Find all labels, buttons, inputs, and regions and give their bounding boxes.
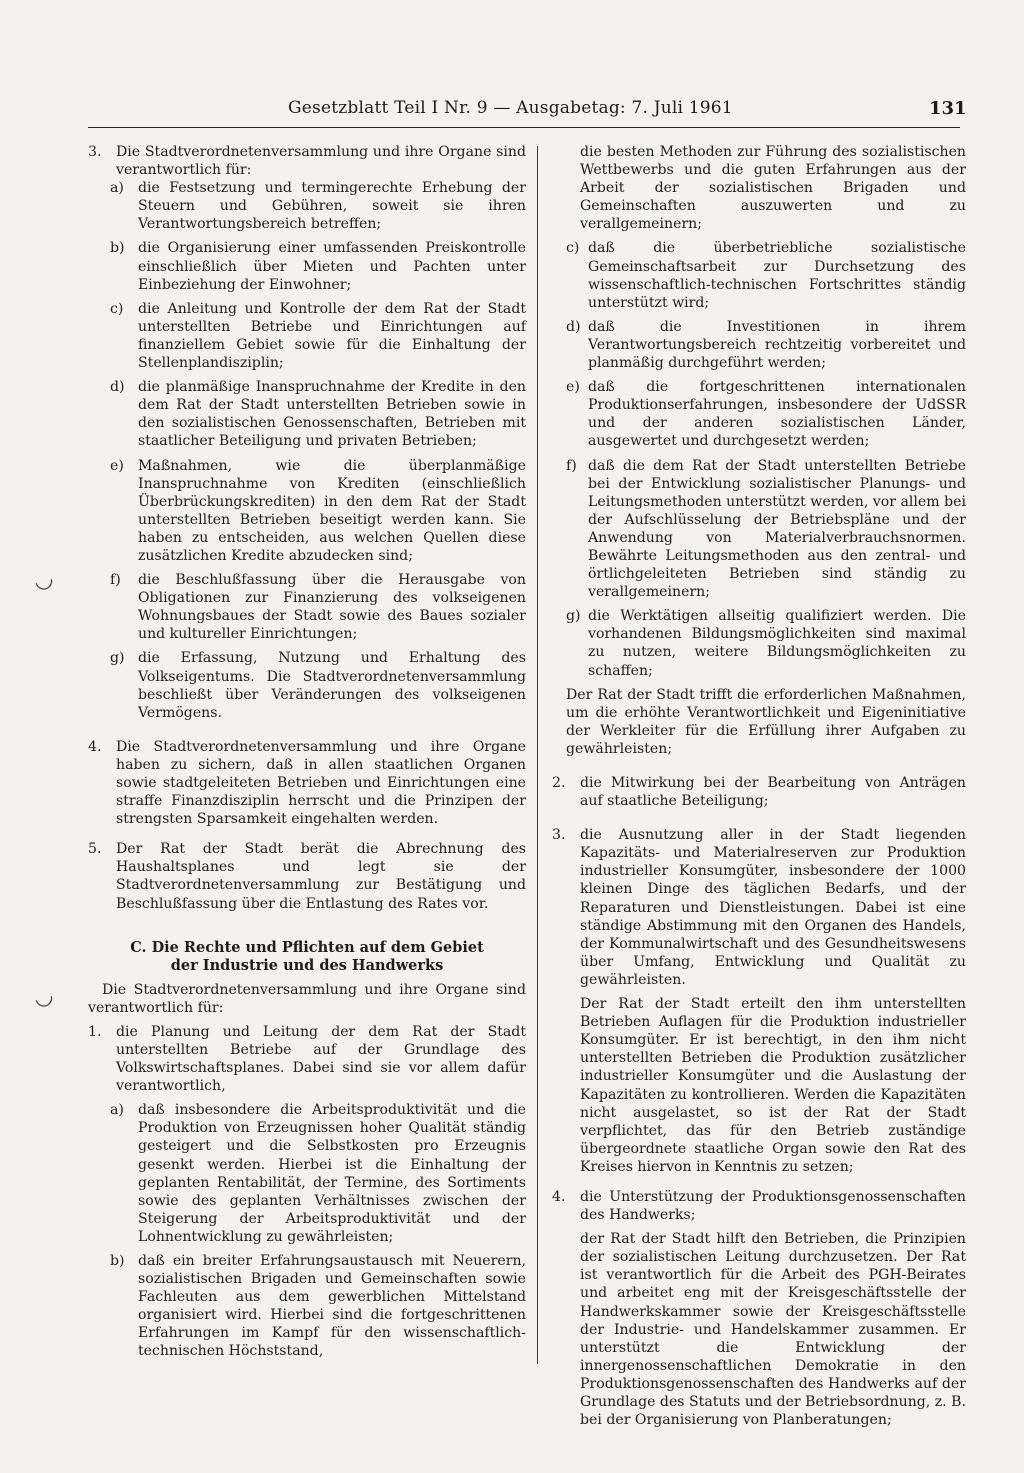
column-divider <box>537 146 538 1364</box>
item-text: die Planung und Leitung der dem Rat der Stadt unterstellten Betriebe auf der Grundlage des Volkswirtschaftsplanes. Dabei sind sie vor allem dafür verantwortlich, <box>116 1023 526 1095</box>
item-text: die Werktätigen allseitig qualifiziert werden. Die vorhandenen Bildungsmöglichkeiten sind maximal zu nutzen, weitere Bildungsmöglichkeiten zu schaffen; <box>588 608 966 679</box>
item-letter: a) <box>110 180 124 197</box>
header-title: Gesetzblatt Teil I Nr. 9 — Ausgabetag: 7. Juli 1961 <box>288 98 733 118</box>
item-number: 2. <box>552 775 566 791</box>
list-item <box>552 239 966 311</box>
paragraph-4 <box>88 738 526 828</box>
section-heading <box>88 939 526 975</box>
item-letter: f) <box>566 457 577 474</box>
list-item <box>88 378 526 450</box>
item-text: daß die dem Rat der Stadt unterstellten Betriebe bei der Entwicklung sozialistischer Planungs- und Leitungsmethoden unterstützt werden, vor allem bei der Aufschlüsselung der Betriebspläne und der Anwendung von Materialverbrauchsnormen. Bewährte Leitungsmethoden aus den zentral- und örtlichgeleiteten Betrieben sind ständig zu verallgemeinern; <box>588 457 966 601</box>
item-text: daß die Investitionen in ihrem Verantwortungsbereich rechtzeitig vorbereitet und planmäßig durchgeführt werden; <box>588 318 966 372</box>
item-text: die Anleitung und Kontrolle der dem Rat der Stadt unterstellten Betriebe und Einrichtungen auf finanziellem Gebiet sowie für die Einhaltung der Stellenplandisziplin; <box>138 300 526 372</box>
item-letter: d) <box>566 318 581 335</box>
paragraph-c1 <box>88 1023 526 1095</box>
list-item <box>88 649 526 721</box>
right-column <box>552 143 966 1429</box>
list-item <box>88 179 526 233</box>
page-header <box>0 96 1024 126</box>
paragraph-rat-1: Der Rat der Stadt trifft die erforderlichen Maßnahmen, um die erhöhte Verantwortlichkeit und Eigeninitiative der Werkleiter für die Erfüllung ihrer Aufgaben zu gewährleisten; <box>566 686 966 757</box>
paragraph-2 <box>552 774 966 810</box>
item-text: daß die fortgeschrittenen internationalen Produktionserfahrungen, insbesondere der UdSSR und der anderen sozialistischen Länder, ausgewertet und durchgesetzt werden; <box>588 379 966 450</box>
left-column <box>88 143 526 1361</box>
list-item <box>552 457 966 602</box>
list-item <box>88 457 526 566</box>
item-number: 5. <box>88 841 102 858</box>
item-text: Die Stadtverordnetenversammlung und ihre Organe haben zu sichern, daß in allen staatlichen Organen sowie stadtgeleiteten Betrieben und Einrichtungen eine straffe Finanzdisziplin herrscht und die Prinzipen der strengsten Sparsamkeit eingehalten werden. <box>116 738 526 828</box>
list-item <box>552 607 966 679</box>
list-item-continuation: die besten Methoden zur Führung des sozialistischen Wettbewerbs und die guten Erfahrungen aus der Arbeit der sozialistischen Brigaden und Gemeinschaften auszuwerten und zu verallgemeinern; <box>580 144 966 233</box>
item-text: daß ein breiter Erfahrungsaustausch mit Neuerern, sozialistischen Brigaden und Gemeinschaften sowie Fachleuten aus dem gewerblichen Mittelstand organisiert wird. Hierbei sind die fortgeschrittenen Erfahrungen im Kampf für den wissenschaftlich-technischen Höchststand, <box>138 1252 526 1360</box>
margin-mark-2: ◡ <box>31 982 57 1013</box>
list-item <box>552 318 966 372</box>
item-text: die Ausnutzung aller in der Stadt liegenden Kapazitäts- und Materialreserven zur Produktion industrieller Konsumgüter, insbesondere der 1000 kleinen Dinge des täglichen Bedarfs, und der Reparaturen und Dienstleistungen. Dabei ist eine ständige Abstimmung mit den Organen des Handels, der Kommunalwirtschaft und des Gesundheitswesens über Umfang, Entwicklung und Qualität zu gewährleisten. <box>580 827 966 988</box>
item-number: 4. <box>552 1188 566 1205</box>
item-text: Der Rat der Stadt berät die Abrechnung des Haushaltsplanes und legt sie der Stadtverordnetenversammlung zur Bestätigung und Beschlußfassung über die Entlastung des Rates vor. <box>116 841 526 912</box>
section-intro: Die Stadtverordnetenversammlung und ihre Organe sind verantwortlich für: <box>88 981 526 1016</box>
section-heading-line-2: der Industrie und des Handwerks <box>170 956 444 974</box>
item-text: die Mitwirkung bei der Bearbeitung von Anträgen auf staatliche Beteiligung; <box>580 775 966 810</box>
item-text: Maßnahmen, wie die überplanmäßige Inanspruchnahme von Krediten (einschließlich Überbrückungskrediten) in den dem Rat der Stadt unterstellten Betrieben beseitigt werden kann. Sie haben zu entscheiden, aus welchen Quellen diese zusätzlichen Kredite abzudecken sind; <box>138 457 526 564</box>
item-text: die Festsetzung und termingerechte Erhebung der Steuern und Gebühren, soweit sie ihren Verantwortungsbereich betreffen; <box>138 180 526 233</box>
paragraph-3-rat: Der Rat der Stadt erteilt den ihm unterstellten Betrieben Auflagen für die Produktion industrieller Konsumgüter. Er ist berechtigt, in den ihm nicht unterstellten Betrieben die Produktion zusätzlicher industrieller Konsumgüter und die Auslastung der Kapazitäten zu kontrollieren. Werden die Kapazitäten nicht ausgelastet, so ist der Rat der Stadt verpflichtet, das für den Betrieb zuständige übergeordnete staatliche Organ sowie den Rat des Kreises hiervon in Kenntnis zu setzen; <box>580 996 966 1175</box>
paragraph-4-right <box>552 1188 966 1224</box>
item-text: daß die überbetriebliche sozialistische Gemeinschaftsarbeit zur Durchsetzung des wissenschaftlich-technischen Fortschrittes ständig unterstützt wird; <box>588 240 966 311</box>
item-text: Die Stadtverordnetenversammlung und ihre Organe sind verantwortlich für: <box>116 144 526 179</box>
item-letter: e) <box>110 457 124 474</box>
item-letter: e) <box>566 379 580 396</box>
item-text: die Erfassung, Nutzung und Erhaltung des Volkseigentums. Die Stadtverordnetenversammlung beschließt über Veränderungen des volkseigenen Vermögens. <box>138 650 526 721</box>
paragraph-3 <box>88 143 526 179</box>
item-letter: d) <box>110 379 125 396</box>
list-item <box>88 1101 526 1246</box>
item-letter: a) <box>110 1102 124 1119</box>
item-text: die planmäßige Inanspruchnahme der Kredite in den dem Rat der Stadt unterstellten Betrieben sowie in den sozialistischen Genossenschaften, Betrieben mit staatlicher Beteiligung und privaten Betrieben; <box>138 379 526 450</box>
item-number: 1. <box>88 1023 102 1040</box>
paragraph-5 <box>88 840 526 912</box>
item-letter: g) <box>566 608 581 625</box>
paragraph-3-right <box>552 826 966 989</box>
item-letter: f) <box>110 572 121 589</box>
list-item <box>88 300 526 372</box>
item-letter: c) <box>110 300 124 317</box>
item-text: die Organisierung einer umfassenden Preiskontrolle einschließlich über Mieten und Pachten unter Einbeziehung der Einwohner; <box>138 240 526 293</box>
item-number: 3. <box>552 827 566 844</box>
item-letter: b) <box>110 240 125 257</box>
item-number: 4. <box>88 738 102 755</box>
list-item <box>88 571 526 643</box>
item-text: die Beschlußfassung über die Herausgabe von Obligationen zur Finanzierung des volkseigenen Wohnungsbaues der Stadt sowie des Baues sozialer und kultureller Einrichtungen; <box>138 572 526 643</box>
list-item <box>88 239 526 293</box>
paragraph-4-rat: der Rat der Stadt hilft den Betrieben, die Prinzipien der sozialistischen Leitung durchzusetzen. Der Rat ist verantwortlich für die Arbeit des PGH-Beirates und arbeitet eng mit der Kreisgeschäftsstelle der Handwerkskammer sowie der Kreisgeschäftsstelle der Industrie- und Handelskammer zusammen. Er unterstützt die Entwicklung der innergenossenschaftlichen Demokratie in den Produktionsgenossenschaften des Handwerks auf der Grundlage des Statuts und der Betriebsordnung, z. B. bei der Organisierung von Planberatungen; <box>580 1231 966 1429</box>
page-number: 131 <box>929 98 967 119</box>
item-letter: c) <box>566 240 580 257</box>
section-heading-line-1: C. Die Rechte und Pflichten auf dem Gebiet <box>130 938 484 956</box>
list-item <box>552 378 966 450</box>
list-item <box>88 1252 526 1361</box>
item-letter: g) <box>110 650 125 667</box>
item-number: 3. <box>88 144 102 160</box>
margin-mark-1: ◡ <box>31 565 57 596</box>
item-letter: b) <box>110 1252 125 1269</box>
header-rule <box>88 127 960 128</box>
item-text: daß insbesondere die Arbeitsproduktivität und die Produktion von Erzeugnissen hoher Qualität ständig gesteigert und die Selbstkosten pro Erzeugnis gesenkt werden. Hierbei ist die Einhaltung der geplanten Rentabilität, der Termine, des Sortiments sowie des geplanten Verhältnisses zwischen der Steigerung der Arbeitsproduktivität und der Lohnentwicklung zu gewährleisten; <box>138 1102 526 1245</box>
item-text: die Unterstützung der Produktionsgenossenschaften des Handwerks; <box>580 1188 966 1224</box>
